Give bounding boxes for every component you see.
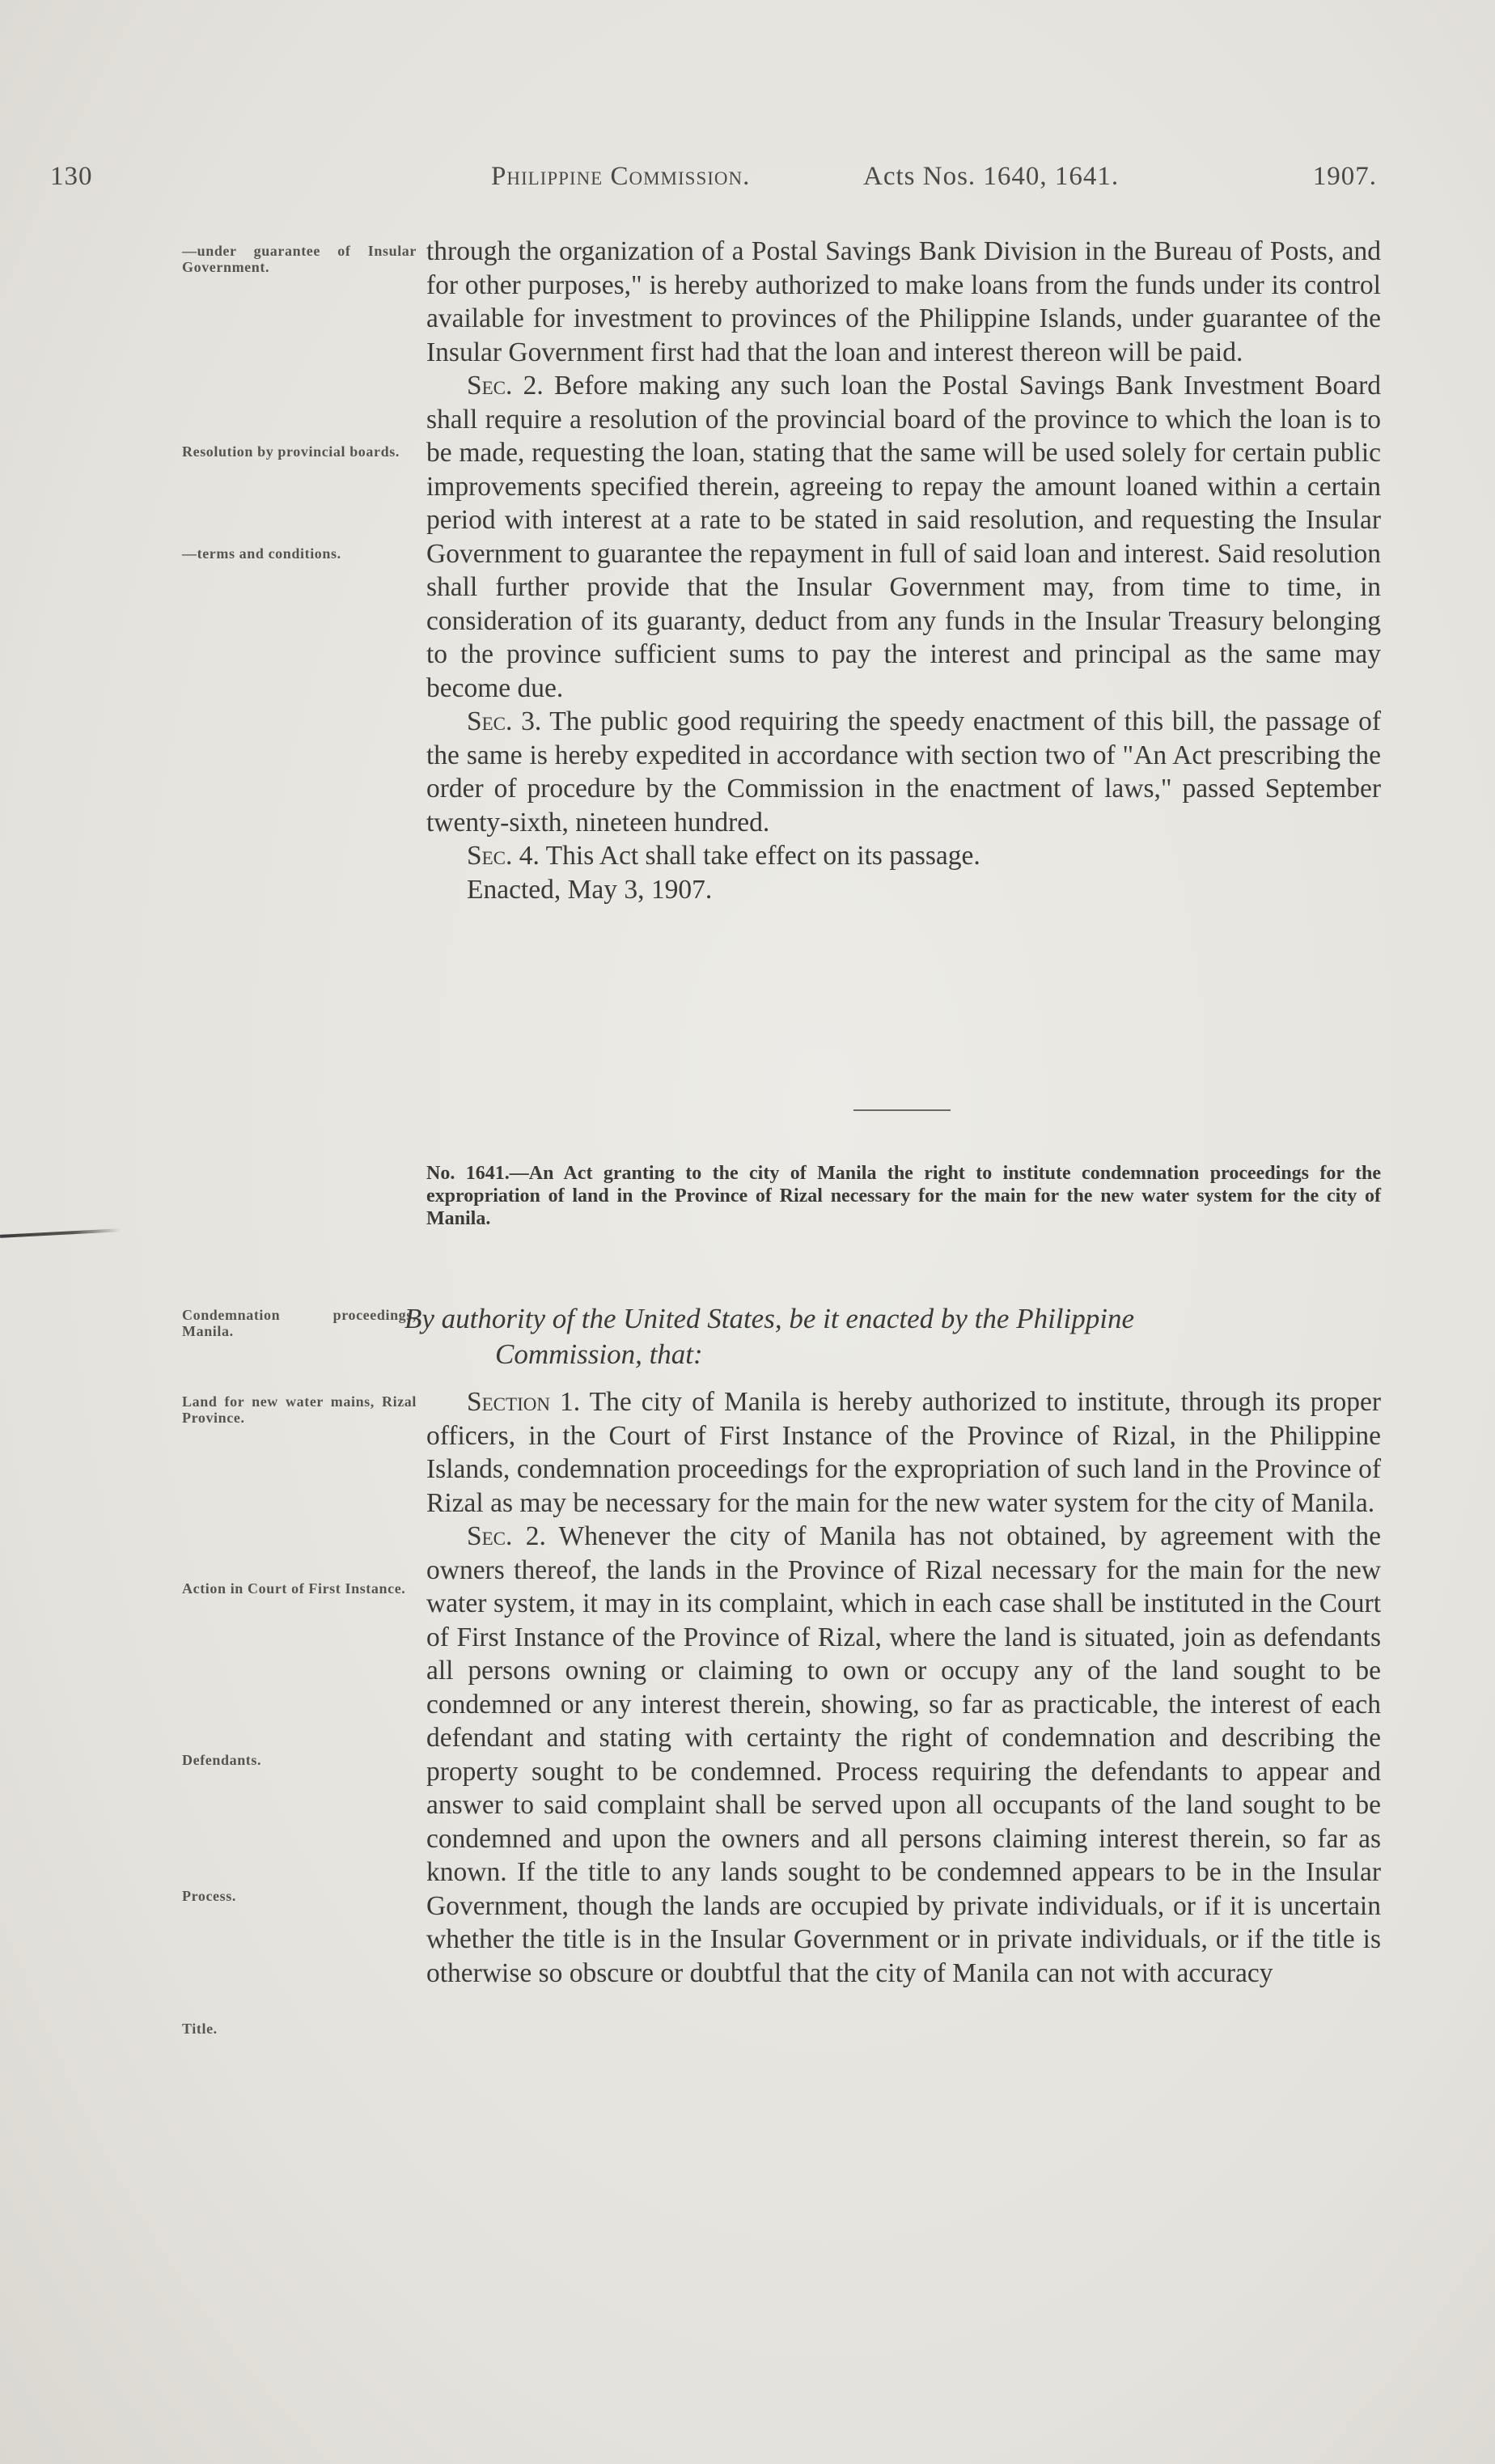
act-1640-section-3 [426,705,1381,839]
margin-note-land: Land for new water mains, Rizal Province. [182,1393,417,1426]
enacting-line-2: Commission, that: [495,1338,703,1370]
section-label: Sec. 4. [467,841,540,871]
margin-note-terms: —terms and conditions. [182,545,341,562]
act-1640-section-2 [426,369,1381,705]
enacting-line-1: By authority of the United States, be it enacted by the Philippine [404,1303,1135,1334]
margin-note-resolution: Resolution by provincial boards. [182,443,400,460]
margin-note-defendants: Defendants. [182,1752,262,1768]
act-1640-section-4 [426,839,1381,873]
section-text: Whenever the city of Manila has not obtained, by agreement with the owners thereof, the lands in the Province of Rizal necessary for the main for the new water system, it may in its complaint, which in each case shall be instituted in the Court of First Instance of the Province of Rizal, where the land is situated, join as defendants all persons owning or claiming to own or occupy any of the land sought to be condemned or any interest therein, showing, so far as practicable, the interest of each defendant and stating with certainty the right of condemnation and describing the property sought to be condemned. Process requiring the defendants to appear and answer to said complaint shall be served upon all occupants of the land sought to be condemned and upon the owners and all persons claiming interest therein, so far as known. If the title to any lands sought to be condemned appears to be in the Insular Government, though the lands are occupied by private individuals, or if it is uncertain whether the title is in the Insular Government or in private individuals, or if the title is otherwise so obscure or doubtful that the city of Manila can not with accuracy [426,1521,1382,1988]
act-1640-enacted: Enacted, May 3, 1907. [467,874,713,905]
act-1641-section-2 [426,1520,1381,1990]
section-label: Section 1. [467,1387,581,1417]
act-1641-text [426,1385,1381,1990]
act-title-text: —An Act granting to the city of Manila the right to institute condemnation proceedings for the expropriation of land in the Province of Rizal necessary for the main for the new water system for the city of Manila. [426,1163,1381,1229]
enacting-clause [404,1301,1383,1372]
section-label: Sec. 2. [467,371,544,401]
act-1641-title [426,1162,1381,1230]
act-1640-text [426,235,1381,906]
section-text: The public good requiring the speedy enactment of this bill, the passage of the same is hereby expedited in accordance with section two of "An Act prescribing the order of procedure by the Commission in the enactment of laws," passed September twenty-sixth, nineteen hundred. [426,706,1381,838]
header-year: 1907. [1312,162,1377,191]
margin-note-condemnation: Condemnation proceedings, Manila. [182,1307,417,1339]
section-text: Before making any such loan the Postal Savings Bank Investment Board shall require a resolution of the provincial board of the province to which the loan is to be made, requesting the loan, stating that the same will be used solely for certain public improvements specified therein, agreeing to repay the amount loaned within a certain period with interest at a rate to be stated in said resolution, and requesting the Insular Government to guarantee the repayment in full of said loan and interest. Said resolution shall further provide that the Insular Government may, from time to time, in consideration of its guaranty, deduct from any funds in the Insular Treasury belonging to the province sufficient sums to pay the interest and principal as the same may become due. [426,371,1381,703]
page-number: 130 [50,162,93,191]
running-header [50,162,1377,202]
act-1640-paragraph-1: through the organization of a Postal Savings Bank Division in the Bureau of Posts, and for other purposes," is hereby authorized to make loans from the funds under its control available for investment to provinces of the Philippine Islands, under guarantee of the Insular Government first had that the loan and interest thereon will be paid. [426,236,1381,367]
margin-note-process: Process. [182,1888,236,1904]
running-title: Philippine Commission. [491,162,751,191]
margin-note-under-guarantee: —under guarantee of Insular Government. [182,243,417,275]
acts-label: Acts Nos. 1640, 1641. [863,162,1120,191]
act-number: No. 1641. [426,1163,510,1184]
margin-note-title: Title. [182,2021,218,2037]
section-label: Sec. 3. [467,706,542,736]
section-divider [853,1109,951,1111]
section-label: Sec. 2. [467,1521,546,1551]
paper-mark [0,1228,121,1238]
margin-note-action: Action in Court of First Instance. [182,1580,406,1597]
section-text: The city of Manila is hereby authorized to institute, through its proper officers, in the Court of First Instance of the Province of Rizal, in the Philippine Islands, condemnation proceedings for the expropriation of such land in the Province of Rizal as may be necessary for the main for the new water system for the city of Manila. [426,1387,1382,1518]
act-1641-section-1 [426,1385,1381,1520]
section-text: This Act shall take effect on its passage. [539,841,980,871]
